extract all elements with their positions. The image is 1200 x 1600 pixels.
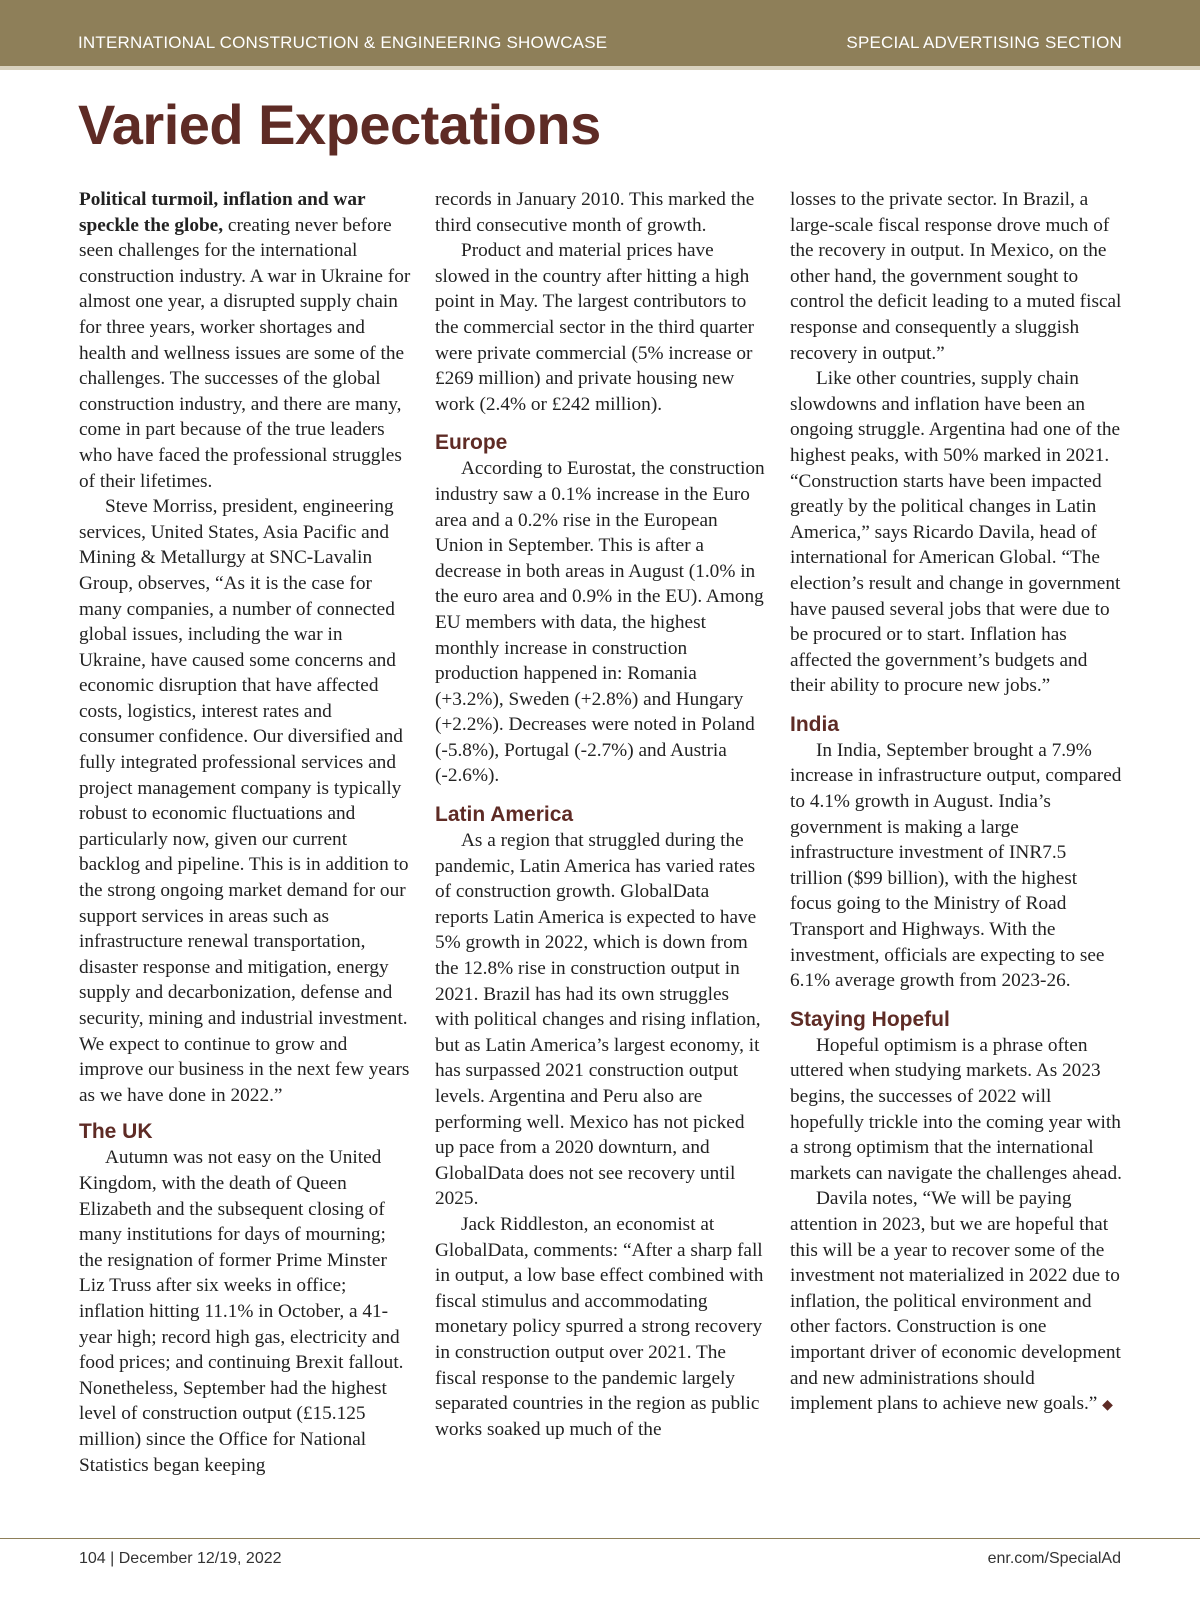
paragraph-europe: According to Eurostat, the construction industry saw a 0.1% increase in the Euro area and a 0.2% rise in the European Union in September. This is after a decrease in both areas in August (1.0% in the euro area and 0.9% in the EU). Among EU members with data, the highest monthly increase in construction production happened in: Romania (+3.2%), Sweden (+2.8%) and Hungary (+2.2%). Decreases were noted in Poland (-5.8%), Portugal (-2.7%) and Austria (-2.6%). [435,458,765,787]
page-title: Varied Expectations [78,93,601,156]
paragraph-india: In India, September brought a 7.9% increase in infrastructure output, compared to 4.1% growth in August. India’s government is making a large infrastructure investment of INR7.5 trillion ($99 billion), with the highest focus going to the Ministry of Road Transport and Highways. With the investment, officials are expecting to see 6.1% average growth from 2023-26. [790,739,1122,992]
column-3 [790,187,1122,1419]
paragraph-morriss: Steve Morriss, president, engineering services, United States, Asia Pacific and Mining & Metallurgy at SNC-Lavalin Group, observes, “As it is the case for many companies, a number of connected global issues, including the war in Ukraine, have caused some concerns and economic disruption that have affected costs, logistics, interest rates and consumer confidence. Our diversified and fully integrated professional services and project management company is typically robust to economic fluctuations and particularly now, given our current backlog and pipeline. This is in addition to the strong ongoing market demand for our support services in areas such as infrastructure renewal transportation, disaster response and mitigation, energy supply and decarbonization, defense and security, mining and industrial investment. We expect to continue to grow and improve our business in the next few years as we have done in 2022.” [79,496,410,1106]
paragraph-latin-america: As a region that struggled during the pandemic, Latin America has varied rates of construction growth. GlobalData reports Latin America is expected to have 5% growth in 2022, which is down from the 12.8% rise in construction output in 2021. Brazil has had its own struggles with political changes and rising inflation, but as Latin America’s largest economy, it has surpassed 2021 construction output levels. Argentina and Peru also are performing well. Mexico has not picked up pace from a 2020 downturn, and GlobalData does not see recovery until 2025. [435,830,761,1210]
footer-rule [0,1538,1200,1539]
paragraph-intro [79,187,411,494]
section-label: SPECIAL ADVERTISING SECTION [846,33,1122,52]
footer-url: enr.com/SpecialAd [987,1550,1121,1567]
intro-text: creating never before seen challenges for the international construction industry. A war in Ukraine for almost one year, a disrupted supply chain for three years, worker shortages and health and wellness issues are some of the challenges. The successes of the global construction industry, and there are many, come in part because of the true leaders who have faced the professional struggles of their lifetimes. [79,214,411,492]
section-title: INTERNATIONAL CONSTRUCTION & ENGINEERING SHOWCASE [78,33,608,52]
heading-latin-america: Latin America [435,803,574,827]
paragraph-uk: Autumn was not easy on the United Kingdom, with the death of Queen Elizabeth and the subsequent closing of many institutions for days of mourning; the resignation of former Prime Minster Liz Truss after six weeks in office; inflation hitting 11.1% in October, a 41-year high; record high gas, electricity and food prices; and continuing Brexit fallout. Nonetheless, September had the highest level of construction output (£15.125 million) since the Office for National Statistics began keeping [79,1147,404,1476]
heading-uk: The UK [79,1120,153,1144]
heading-europe: Europe [435,431,508,455]
end-diamond-icon: ◆ [1102,1398,1113,1414]
closing-text: Davila notes, “We will be paying attention in 2023, but we are hopeful that this will be a year to recover some of the investment not materialized in 2022 due to inflation, the political environment and other factors. Construction is one important driver of economic development and new administrations should implement plans to achieve new goals.” [790,1188,1121,1415]
heading-staying-hopeful: Staying Hopeful [790,1007,950,1031]
column-1 [79,187,411,1478]
paragraph-uk-prices: Product and material prices have slowed in the country after hitting a high point in May. The largest contributors to the commercial sector in the third quarter were private commercial (5% increase or £269 million) and private housing new work (2.4% or £242 million). [435,240,755,415]
page-number-date: 104 | December 12/19, 2022 [79,1550,282,1567]
header-rule [0,66,1200,70]
paragraph-davila: Like other countries, supply chain slowdowns and inflation have been an ongoing struggle. Argentina had one of the highest peaks, with 50% marked in 2021. “Construction starts have been impacted greatly by the political changes in Latin America,” says Ricardo Davila, head of international for American Global. “The election’s result and change in government have paused several jobs that were due to be procured or to start. Inflation has affected the government’s budgets and their ability to procure new jobs.” [790,368,1121,697]
heading-india: India [790,712,840,736]
lead-in: Political turmoil, inflation and war speckle the globe, [79,189,366,236]
header-bar [0,0,1200,66]
paragraph-hopeful: Hopeful optimism is a phrase often uttered when studying markets. As 2023 begins, the successes of 2022 will hopefully trickle into the coming year with a strong optimism that the international markets can navigate the challenges ahead. [790,1034,1122,1184]
paragraph-davila-notes [790,1186,1122,1418]
paragraph-uk-cont: records in January 2010. This marked the third consecutive month of growth. [435,189,755,236]
column-2 [435,187,767,1442]
paragraph-riddleston: Jack Riddleston, an economist at GlobalData, comments: “After a sharp fall in output, a low base effect combined with fiscal stimulus and accommodating monetary policy spurred a strong recovery in construction output over 2021. The fiscal response to the pandemic largely separated countries in the region as public works soaked up much of the [435,1213,764,1440]
paragraph-riddleston-cont: losses to the private sector. In Brazil, a large-scale fiscal response drove much of the recovery in output. In Mexico, on the other hand, the government sought to control the deficit leading to a muted fiscal response and consequently a sluggish recovery in output.” [790,189,1122,364]
